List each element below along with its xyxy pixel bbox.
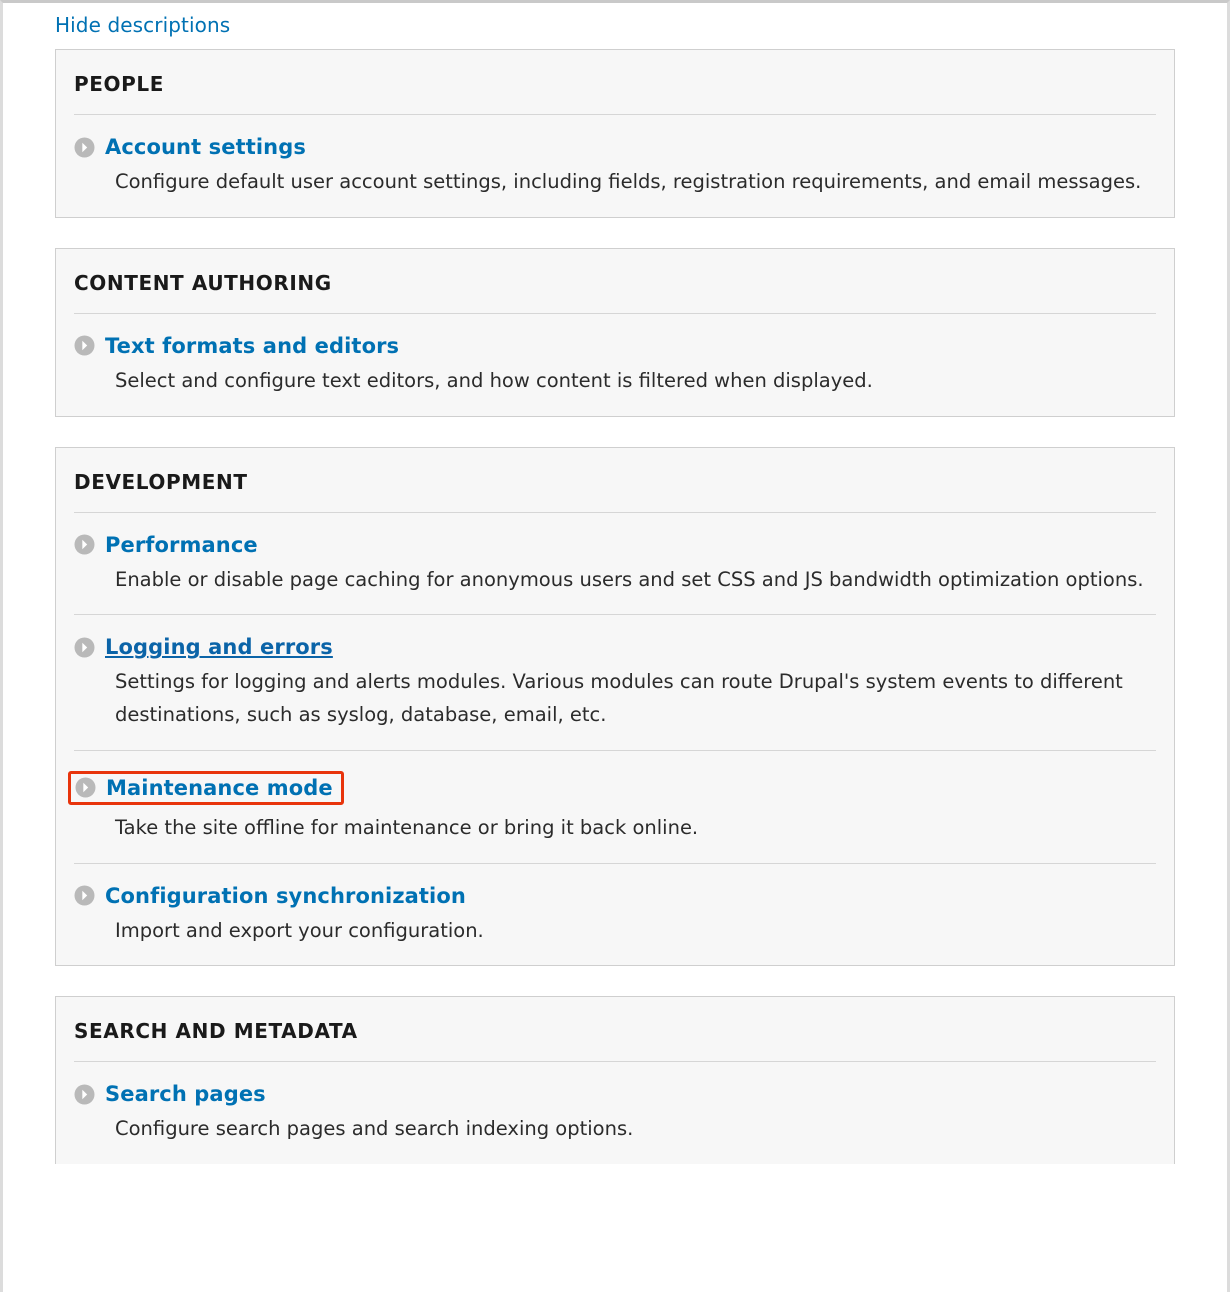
chevron-right-circle-icon	[74, 534, 95, 555]
section-title-content-authoring: CONTENT AUTHORING	[74, 249, 1156, 314]
section-panel-search-and-metadata	[55, 996, 1175, 1164]
chevron-right-circle-icon	[75, 777, 96, 798]
section-title-people: PEOPLE	[74, 50, 1156, 115]
config-item-logging-and-errors	[74, 615, 1156, 751]
link-text-formats-and-editors[interactable]: Text formats and editors	[105, 333, 400, 358]
section-panel-content-authoring	[55, 248, 1175, 417]
config-item-text-formats-and-editors	[74, 314, 1156, 416]
section-title-search-and-metadata: SEARCH AND METADATA	[74, 997, 1156, 1062]
link-configuration-synchronization[interactable]: Configuration synchronization	[105, 883, 466, 908]
config-item-description: Enable or disable page caching for anonymous users and set CSS and JS bandwidth optimization options.	[115, 567, 1144, 591]
chevron-right-circle-icon	[74, 335, 95, 356]
chevron-right-circle-icon	[74, 885, 95, 906]
chevron-right-circle-icon	[74, 137, 95, 158]
config-item-maintenance-mode	[74, 751, 1156, 864]
link-maintenance-mode[interactable]: Maintenance mode	[106, 775, 333, 800]
section-title-development: DEVELOPMENT	[74, 448, 1156, 513]
config-item-account-settings	[74, 115, 1156, 217]
config-item-head	[74, 1082, 1156, 1106]
config-item-description: Settings for logging and alerts modules. Various modules can route Drupal's system events to different destinations, such as syslog, database, email, etc.	[115, 670, 1123, 726]
config-item-head	[74, 533, 1156, 557]
link-account-settings[interactable]: Account settings	[105, 135, 306, 159]
admin-config-viewport	[3, 3, 1227, 1289]
config-item-performance	[74, 513, 1156, 616]
config-page-content	[3, 3, 1227, 1164]
link-logging-and-errors[interactable]: Logging and errors	[105, 635, 333, 660]
config-item-configuration-synchronization	[74, 864, 1156, 966]
chevron-right-circle-icon	[74, 637, 95, 658]
config-item-description: Configure search pages and search indexing options.	[115, 1117, 634, 1141]
hide-descriptions-row	[55, 3, 1175, 49]
maintenance-mode-highlight	[68, 771, 344, 805]
config-item-head	[74, 771, 1156, 805]
section-panel-people	[55, 49, 1175, 218]
config-item-search-pages	[74, 1062, 1156, 1164]
config-item-head	[74, 635, 1156, 659]
config-item-description: Configure default user account settings, including fields, registration requirements, and email messages.	[115, 170, 1142, 193]
config-item-description: Take the site offline for maintenance or bring it back online.	[115, 815, 699, 839]
chevron-right-circle-icon	[74, 1084, 95, 1105]
config-item-description: Select and configure text editors, and how content is filtered when displayed.	[115, 368, 873, 392]
config-item-description: Import and export your configuration.	[115, 918, 484, 942]
hide-descriptions-link[interactable]: Hide descriptions	[55, 13, 231, 37]
link-performance[interactable]: Performance	[105, 532, 258, 557]
config-item-head	[74, 135, 1156, 159]
config-item-head	[74, 884, 1156, 908]
section-panel-development	[55, 447, 1175, 967]
link-search-pages[interactable]: Search pages	[105, 1082, 266, 1107]
config-item-head	[74, 334, 1156, 358]
